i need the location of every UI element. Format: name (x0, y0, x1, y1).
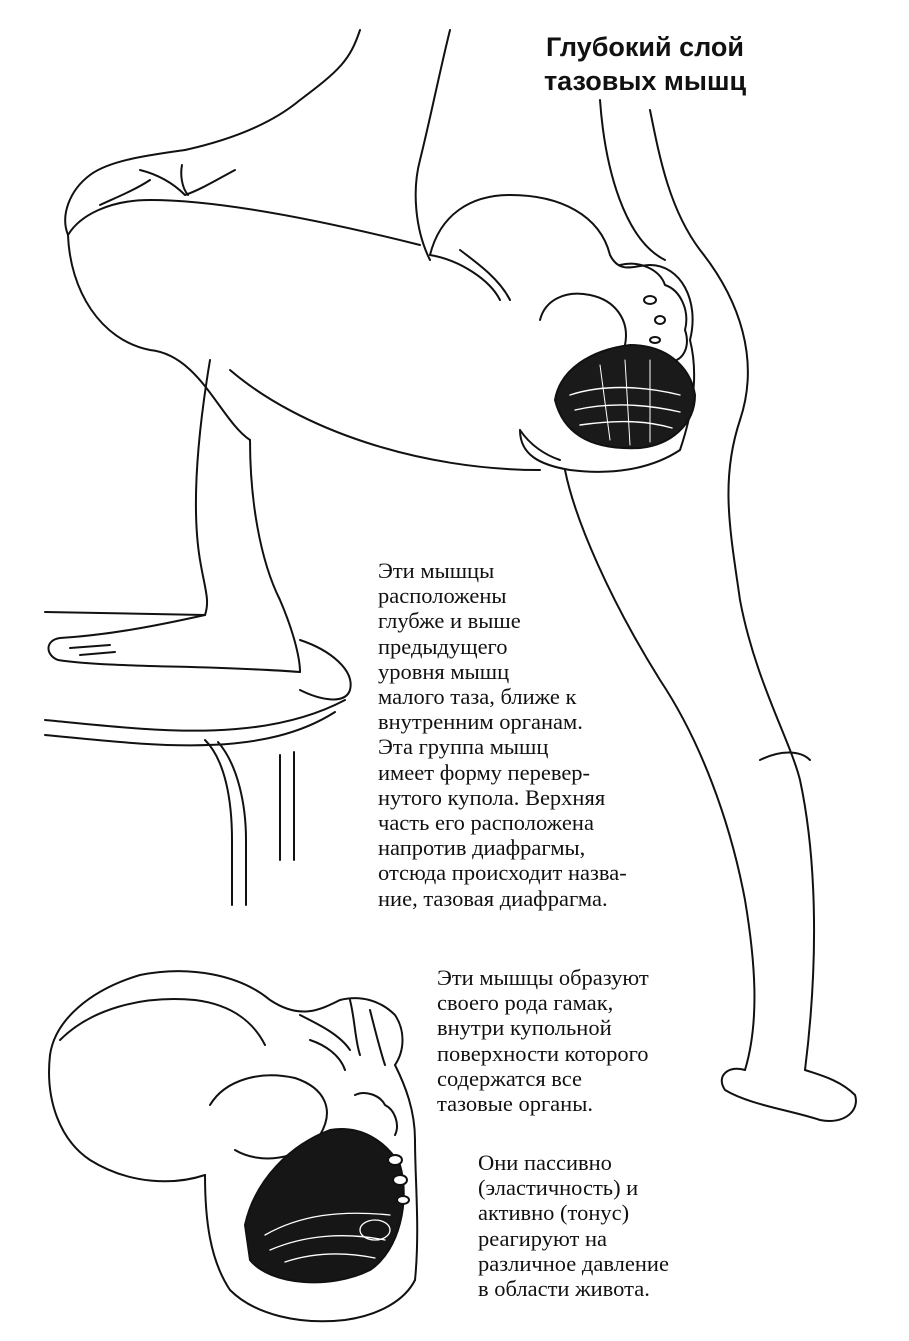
paragraph-hammock-description (437, 965, 717, 1116)
paragraph-dome-description (378, 558, 678, 911)
text-line: реагируют на (478, 1225, 607, 1251)
text-line: в области живота. (478, 1276, 650, 1302)
text-line: различное давление (478, 1250, 669, 1276)
text-line: малого таза, ближе к (378, 684, 577, 710)
text-line: своего рода гамак, (437, 990, 614, 1016)
text-line: предыдущего (378, 633, 508, 659)
text-line: внутри купольной (437, 1015, 612, 1041)
text-line: Они пассивно (478, 1150, 612, 1175)
text-line: Эти мышцы образуют (437, 965, 649, 990)
text-line: глубже и выше (378, 608, 521, 634)
text-line: нутого купола. Верхняя (378, 784, 606, 810)
page-title (520, 30, 770, 98)
text-line: отсюда происходит назва- (378, 860, 627, 886)
paragraph-pressure-response (478, 1150, 718, 1301)
text-line: активно (тонус) (478, 1200, 630, 1226)
text-line: поверхности которого (437, 1040, 649, 1066)
text-line: уровня мышц (378, 658, 510, 684)
text-line: Эти мышцы (378, 558, 495, 583)
text-line: содержатся все (437, 1065, 583, 1091)
title-line: Глубокий слой (545, 32, 745, 62)
text-line: Эта группа мышц (378, 734, 549, 760)
text-line: ние, тазовая диафрагма. (378, 885, 608, 911)
text-line: (эластичность) и (478, 1175, 639, 1201)
pelvis-detail-illustration (49, 971, 417, 1321)
text-line: внутренним органам. (378, 709, 583, 735)
text-line: напротив диафрагмы, (378, 835, 586, 861)
pelvic-floor-muscle-main (555, 345, 695, 448)
title-line: тазовых мышц (543, 66, 747, 96)
text-line: часть его расположена (378, 810, 594, 836)
text-line: тазовые органы. (437, 1091, 593, 1117)
text-line: расположены (378, 583, 507, 609)
text-line: имеет форму перевер- (378, 759, 591, 785)
